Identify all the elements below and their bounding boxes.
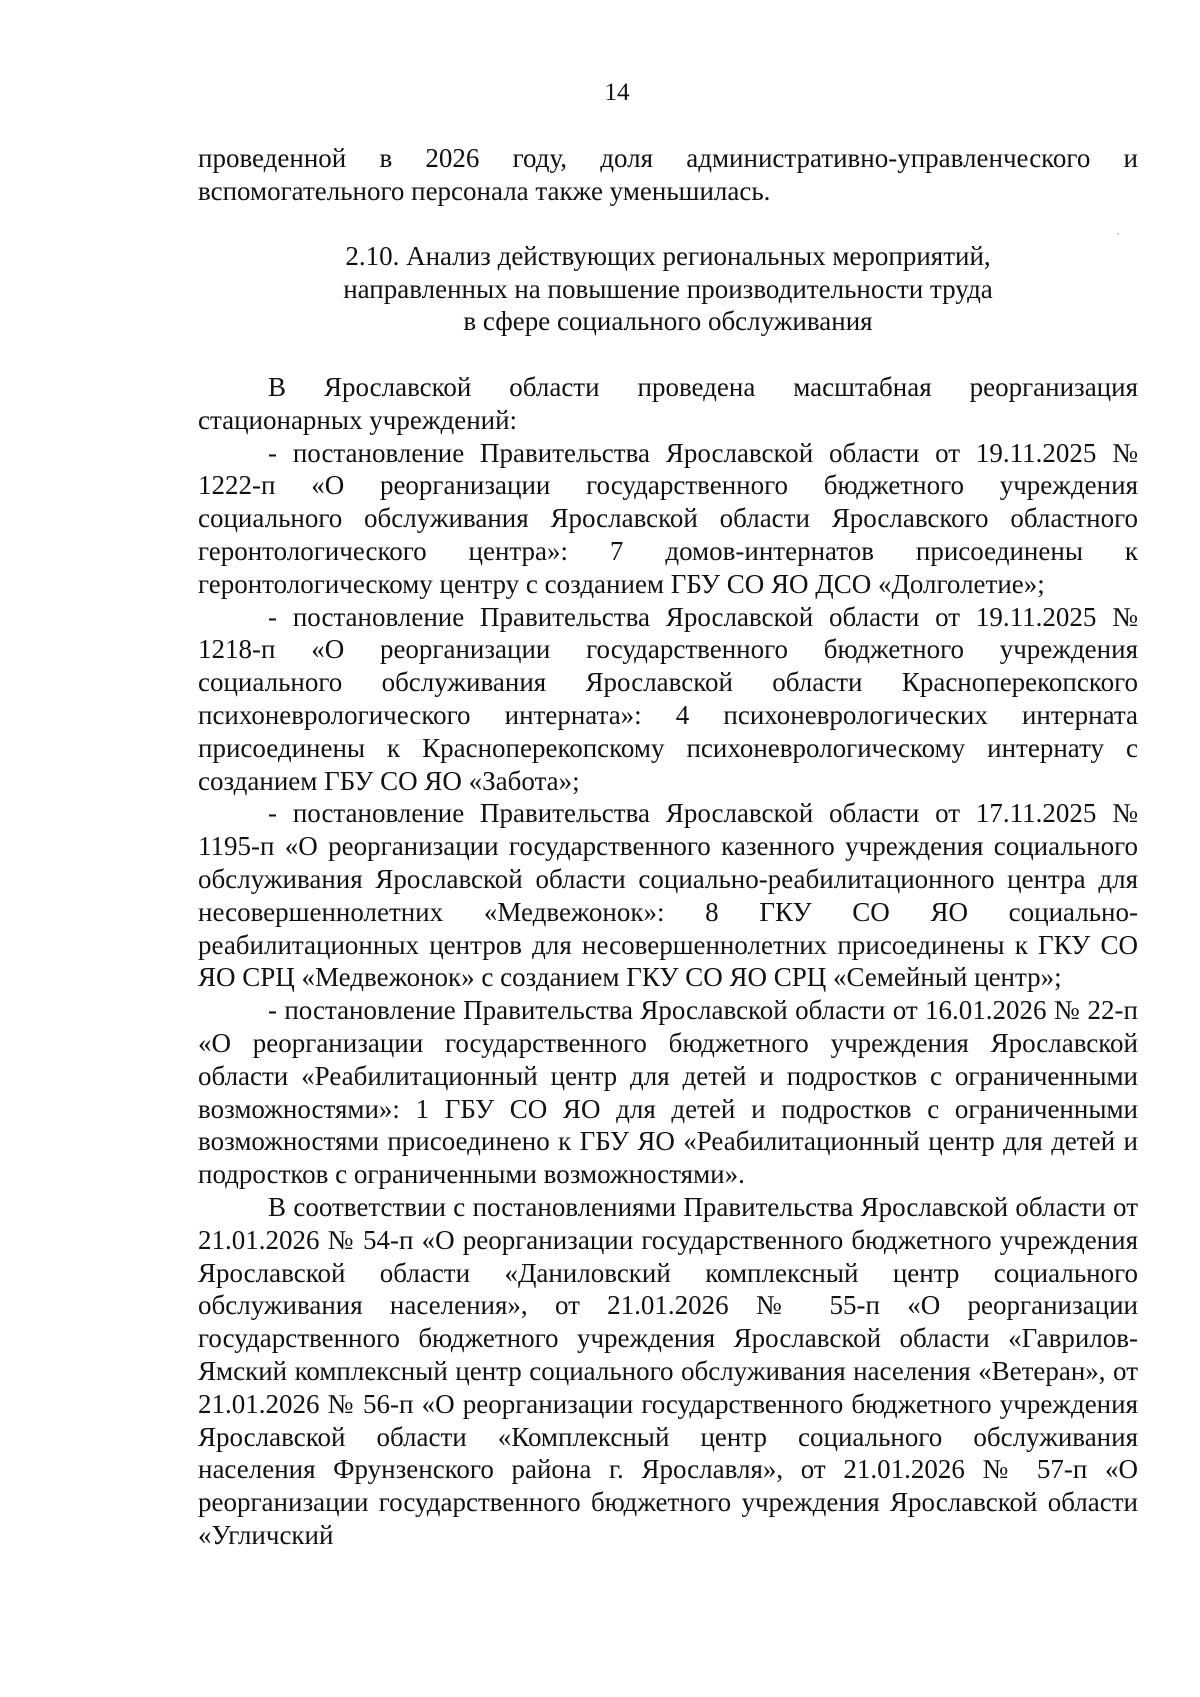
paragraph-resolution-1195: - постановление Правительства Ярославской области от 17.11.2025 № 1195-п «О реорганизации государственного казенного учреждения социального обслуживания Ярославской области социально-реабилитационного центра для несовершеннолетних «Медвежонок»: 8 ГКУ СО ЯО социально-реабилитационных центров для несовершеннолетних присоединены к ГКУ СО ЯО СРЦ «Медвежонок» с созданием ГКУ СО ЯО СРЦ «Семейный центр»; <box>198 798 1138 993</box>
section-heading-line-2: направленных на повышение производительности труда <box>343 273 993 304</box>
section-heading-line-3: в сфере социального обслуживания <box>463 306 873 336</box>
paragraph-reorganization-intro: В Ярославской области проведена масштабная реорганизация стационарных учреждений: <box>198 372 1138 435</box>
intro-paragraph: проведенной в 2026 году, доля административно-управленческого и вспомогательного персонала также уменьшилась. <box>198 143 1138 206</box>
paragraph-resolution-1218: - постановление Правительства Ярославской области от 19.11.2025 № 1218-п «О реорганизации государственного бюджетного учреждения социального обслуживания Ярославской области Краснoперекопского психоневрологического интерната»: 4 психоневрологических интерната присоединены к Красноперекопскому психоневрологическому интернату с созданием ГБУ СО ЯО «Забота»; <box>198 601 1138 796</box>
section-heading <box>198 240 1138 338</box>
body-text <box>198 371 1138 1552</box>
section-heading-line-1: 2.10. Анализ действующих региональных мероприятий, <box>345 241 991 271</box>
paragraph-resolution-22: - постановление Правительства Ярославской области от 16.01.2026 № 22-п «О реорганизации государственного бюджетного учреждения Ярославской области «Реабилитационный центр для детей и подростков с ограниченными возможностями»: 1 ГБУ СО ЯО для детей и подростков с ограниченными возможностями присоединено к ГБУ ЯО «Реабилитационный центр для детей и подростков с ограниченными возможностями». <box>198 995 1138 1190</box>
intro-paragraph-block <box>198 142 1138 208</box>
paragraph-resolution-1222: - постановление Правительства Ярославской области от 19.11.2025 № 1222-п «О реорганизации государственного бюджетного учреждения социального обслуживания Ярославской области Ярославского областного геронтологического центра»: 7 домов-интернатов присоединены к геронтологическому центру с созданием ГБУ СО ЯО ДСО «Долголетие»; <box>198 437 1138 599</box>
scan-speck <box>1117 233 1119 235</box>
paragraph-resolutions-54-57: В соответствии с постановлениями Правительства Ярославской области от 21.01.2026 № 54-п «О реорганизации государственного бюджетного учреждения Ярославской области «Даниловский комплексный центр социального обслуживания населения», от 21.01.2026 № 55-п «О реорганизации государственного бюджетного учреждения Ярославской области «Гаврилов-Ямский комплексный центр социального обслуживания населения «Ветеран», от 21.01.2026 № 56-п «О реорганизации государственного бюджетного учреждения Ярославской области «Комплексный центр социального обслуживания населения Фрунзенского района г. Ярославля», от 21.01.2026 № 57-п «О реорганизации государственного бюджетного учреждения Ярославской области «Угличский <box>198 1191 1138 1550</box>
page-number: 14 <box>604 79 630 106</box>
